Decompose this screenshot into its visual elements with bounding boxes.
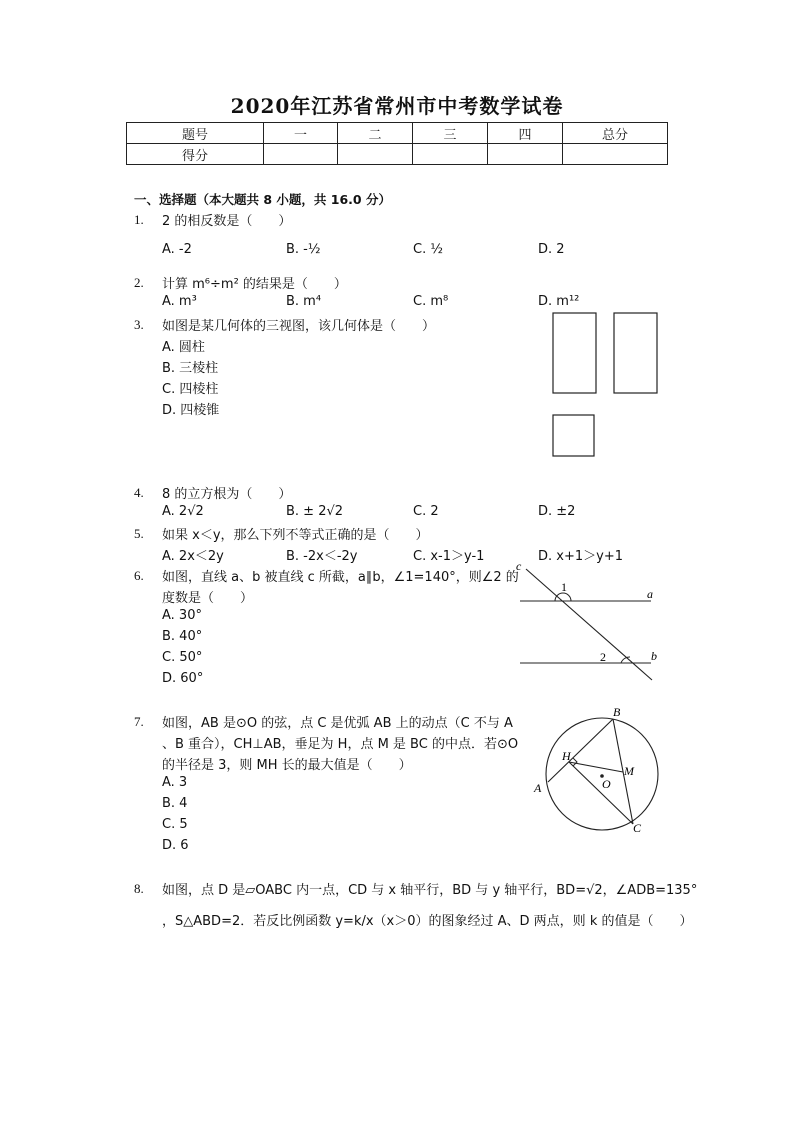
option[interactable]: C. x-1＞y-1	[413, 549, 485, 564]
option[interactable]: D. x+1＞y+1	[538, 549, 623, 564]
question-number: 7.	[134, 714, 144, 729]
question-stem-line: 如图，AB 是⊙O 的弦，点 C 是优弧 AB 上的动点（C 不与 A	[162, 716, 513, 731]
question-number: 1.	[134, 212, 144, 227]
option[interactable]: D. 四棱锥	[162, 403, 220, 418]
score-cell[interactable]	[488, 144, 563, 165]
question-stem: 8 的立方根为（ ）	[162, 487, 292, 502]
page-title: 2020年江苏省常州市中考数学试卷	[230, 94, 564, 118]
score-table-score-row	[127, 144, 668, 165]
score-header-cell: 二	[338, 123, 413, 144]
question-stem-line: 如图，点 D 是▱OABC 内一点，CD 与 x 轴平行，BD 与 y 轴平行，BD=√2，∠ADB=135°	[162, 883, 698, 898]
parallel-lines-figure	[508, 556, 668, 686]
option[interactable]: C. 50°	[162, 650, 203, 665]
option[interactable]: A. m³	[162, 294, 197, 309]
top-view-rect	[553, 415, 594, 456]
option[interactable]: A. 3	[162, 775, 188, 790]
circle-figure	[528, 700, 668, 842]
option[interactable]: B. -2x＜-2y	[286, 549, 358, 564]
score-header-cell: 一	[264, 123, 338, 144]
question-stem-line: 、B 重合），CH⊥AB，垂足为 H，点 M 是 BC 的中点．若⊙O	[162, 737, 519, 752]
option[interactable]: A. -2	[162, 242, 192, 257]
label-angle2: 2	[600, 650, 606, 664]
right-angle-mark	[573, 758, 577, 766]
score-cell[interactable]	[413, 144, 488, 165]
label-b: b	[651, 649, 657, 663]
option[interactable]: A. 2x＜2y	[162, 549, 224, 564]
score-cell[interactable]	[338, 144, 413, 165]
question-number: 5.	[134, 526, 144, 541]
front-view-rect	[553, 313, 596, 393]
score-cell[interactable]	[264, 144, 338, 165]
question-stem-line: 的半径是 3，则 MH 长的最大值是（ ）	[162, 758, 412, 773]
label-a: a	[647, 587, 653, 601]
question-number: 2.	[134, 275, 144, 290]
option[interactable]: C. m⁸	[413, 294, 449, 309]
question-number: 4.	[134, 485, 144, 500]
option[interactable]: B. m⁴	[286, 294, 322, 309]
question-stem: 2 的相反数是（ ）	[162, 214, 292, 229]
score-header-cell: 三	[413, 123, 488, 144]
score-header-cell: 总分	[563, 123, 668, 144]
score-table	[126, 122, 668, 165]
question-number: 6.	[134, 568, 144, 583]
label-angle1: 1	[561, 580, 567, 594]
label-H: H	[562, 749, 571, 763]
option[interactable]: A. 圆柱	[162, 340, 205, 355]
option[interactable]: C. ½	[413, 242, 443, 257]
section-heading: 一、选择题（本大题共 8 小题，共 16.0 分）	[134, 192, 391, 207]
question-stem: 计算 m⁶÷m² 的结果是（ ）	[162, 277, 347, 292]
option[interactable]: C. 5	[162, 817, 188, 832]
side-view-rect	[614, 313, 657, 393]
score-cell[interactable]	[563, 144, 668, 165]
label-O: O	[602, 777, 611, 791]
option[interactable]: D. 6	[162, 838, 189, 853]
circle-o	[546, 718, 658, 830]
option[interactable]: B. ± 2√2	[286, 504, 344, 519]
label-C: C	[633, 821, 642, 835]
option[interactable]: D. ±2	[538, 504, 576, 519]
score-table-header-row	[127, 123, 668, 144]
option[interactable]: B. 40°	[162, 629, 203, 644]
question-stem-line: 度数是（ ）	[162, 591, 254, 606]
question-number: 3.	[134, 317, 144, 332]
score-header-cell: 题号	[127, 123, 264, 144]
question-stem: 如图是某几何体的三视图，该几何体是（ ）	[162, 319, 436, 334]
question-stem: 如果 x＜y，那么下列不等式正确的是（ ）	[162, 528, 429, 543]
option[interactable]: D. m¹²	[538, 294, 580, 309]
label-A: A	[534, 781, 542, 795]
label-B: B	[613, 705, 621, 719]
question-number: 8.	[134, 881, 144, 896]
option[interactable]: C. 四棱柱	[162, 382, 219, 397]
label-M: M	[624, 764, 634, 778]
three-view-figure	[548, 308, 663, 463]
score-header-cell: 四	[488, 123, 563, 144]
question-stem-line: ，S△ABD=2．若反比例函数 y=k/x（x＞0）的图象经过 A、D 两点，则 k 的值是（ ）	[162, 914, 693, 929]
option[interactable]: D. 60°	[162, 671, 204, 686]
option[interactable]: D. 2	[538, 242, 565, 257]
option[interactable]: B. -½	[286, 242, 321, 257]
option[interactable]: C. 2	[413, 504, 439, 519]
score-row-label: 得分	[127, 144, 264, 165]
option[interactable]: A. 30°	[162, 608, 202, 623]
label-c: c	[516, 559, 522, 573]
question-stem-line: 如图，直线 a、b 被直线 c 所截，a∥b，∠1=140°，则∠2 的	[162, 570, 519, 585]
option[interactable]: B. 4	[162, 796, 188, 811]
option[interactable]: A. 2√2	[162, 504, 204, 519]
option[interactable]: B. 三棱柱	[162, 361, 219, 376]
